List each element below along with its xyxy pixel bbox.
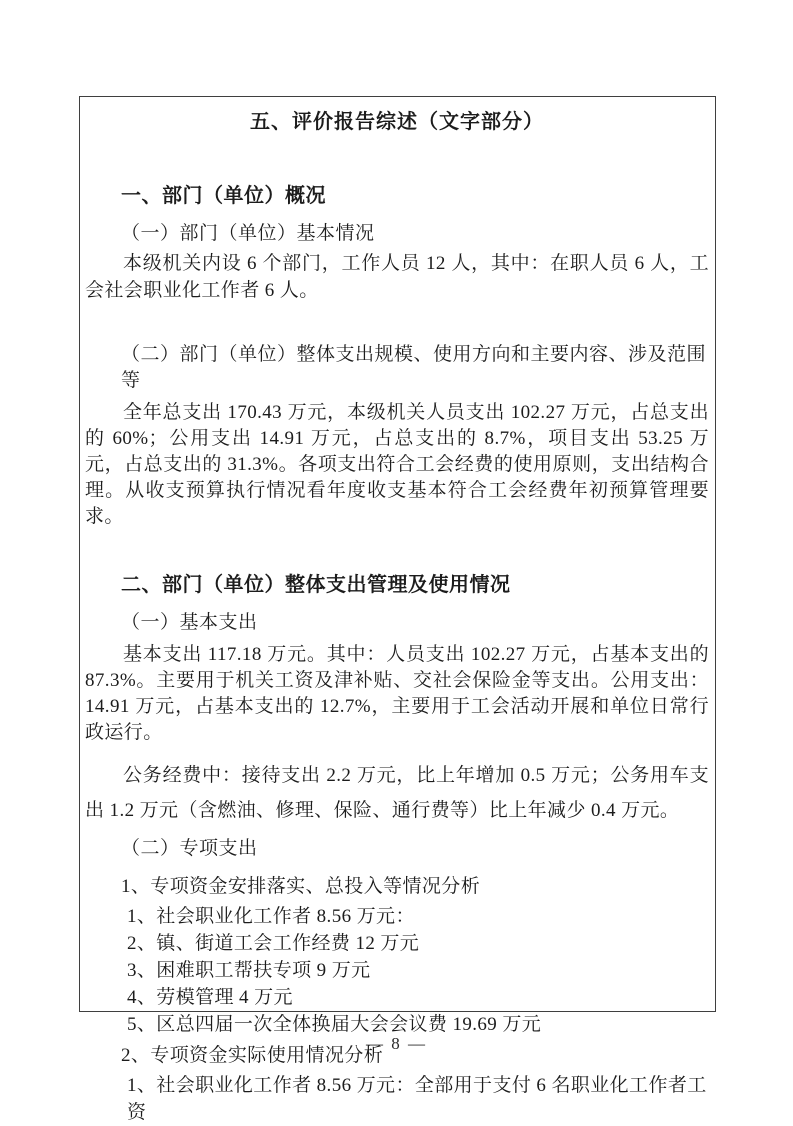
section-2-heading: 二、部门（单位）整体支出管理及使用情况 xyxy=(121,574,511,596)
page-number: — 8 — xyxy=(366,1034,427,1053)
list-item: 3、困难职工帮扶专项 9 万元 xyxy=(127,960,371,981)
list-item: 5、区总四届一次全体换届大会会议费 19.69 万元 xyxy=(127,1014,542,1035)
section-2-subsection-1-heading: （一）基本支出 xyxy=(121,612,258,633)
section-1-subsection-1-heading: （一）部门（单位）基本情况 xyxy=(121,223,375,244)
list-item: 4、劳模管理 4 万元 xyxy=(127,987,293,1008)
report-frame xyxy=(79,96,716,1123)
section-1-heading: 一、部门（单位）概况 xyxy=(121,185,326,207)
section-1-subsection-1-paragraph: 本级机关内设 6 个部门，工作人员 12 人，其中：在职人员 6 人，工会社会职业化工作者 6 人。 xyxy=(85,253,709,301)
list-item: 2、镇、街道工会工作经费 12 万元 xyxy=(127,933,420,954)
section-2-subsection-2-heading: （二）专项支出 xyxy=(121,838,258,859)
section-1-subsection-2-heading: （二）部门（单位）整体支出规模、使用方向和主要内容、涉及范围等 xyxy=(121,344,707,391)
basic-expenditure-paragraph: 基本支出 117.18 万元。其中：人员支出 102.27 万元，占基本支出的 87.3%。主要用于机关工资及津补贴、交社会保险金等支出。公用支出：14.91 万元，占基本支出的 12.7%，主要用于工会活动开展和单位日常行政运行。 xyxy=(85,644,709,743)
special-fund-usage-item: 1、社会职业化工作者 8.56 万元：全部用于支付 6 名职业化工作者工资 xyxy=(127,1075,707,1123)
report-title: 五、评价报告综述（文字部分） xyxy=(250,111,544,133)
section-1-subsection-2-paragraph: 全年总支出 170.43 万元，本级机关人员支出 102.27 万元，占总支出的 60%；公用支出 14.91 万元，占总支出的 8.7%，项目支出 53.25 万元，占总支出的 31.3%。各项支出符合工会经费的使用原则，支出结构合理。从收支预算执行情况看年度收支基本符合工会经费年初预算管理要求。 xyxy=(85,402,709,527)
official-business-expense-paragraph: 公务经费中：接待支出 2.2 万元，比上年增加 0.5 万元；公务用车支出 1.2 万元（含燃油、修理、保险、通行费等）比上年减少 0.4 万元。 xyxy=(85,765,709,821)
special-fund-arrangement-heading: 1、专项资金安排落实、总投入等情况分析 xyxy=(121,876,481,897)
special-fund-list xyxy=(85,903,709,1038)
list-item: 1、社会职业化工作者 8.56 万元： xyxy=(127,906,415,927)
special-fund-usage-heading: 2、专项资金实际使用情况分析 xyxy=(121,1045,384,1066)
